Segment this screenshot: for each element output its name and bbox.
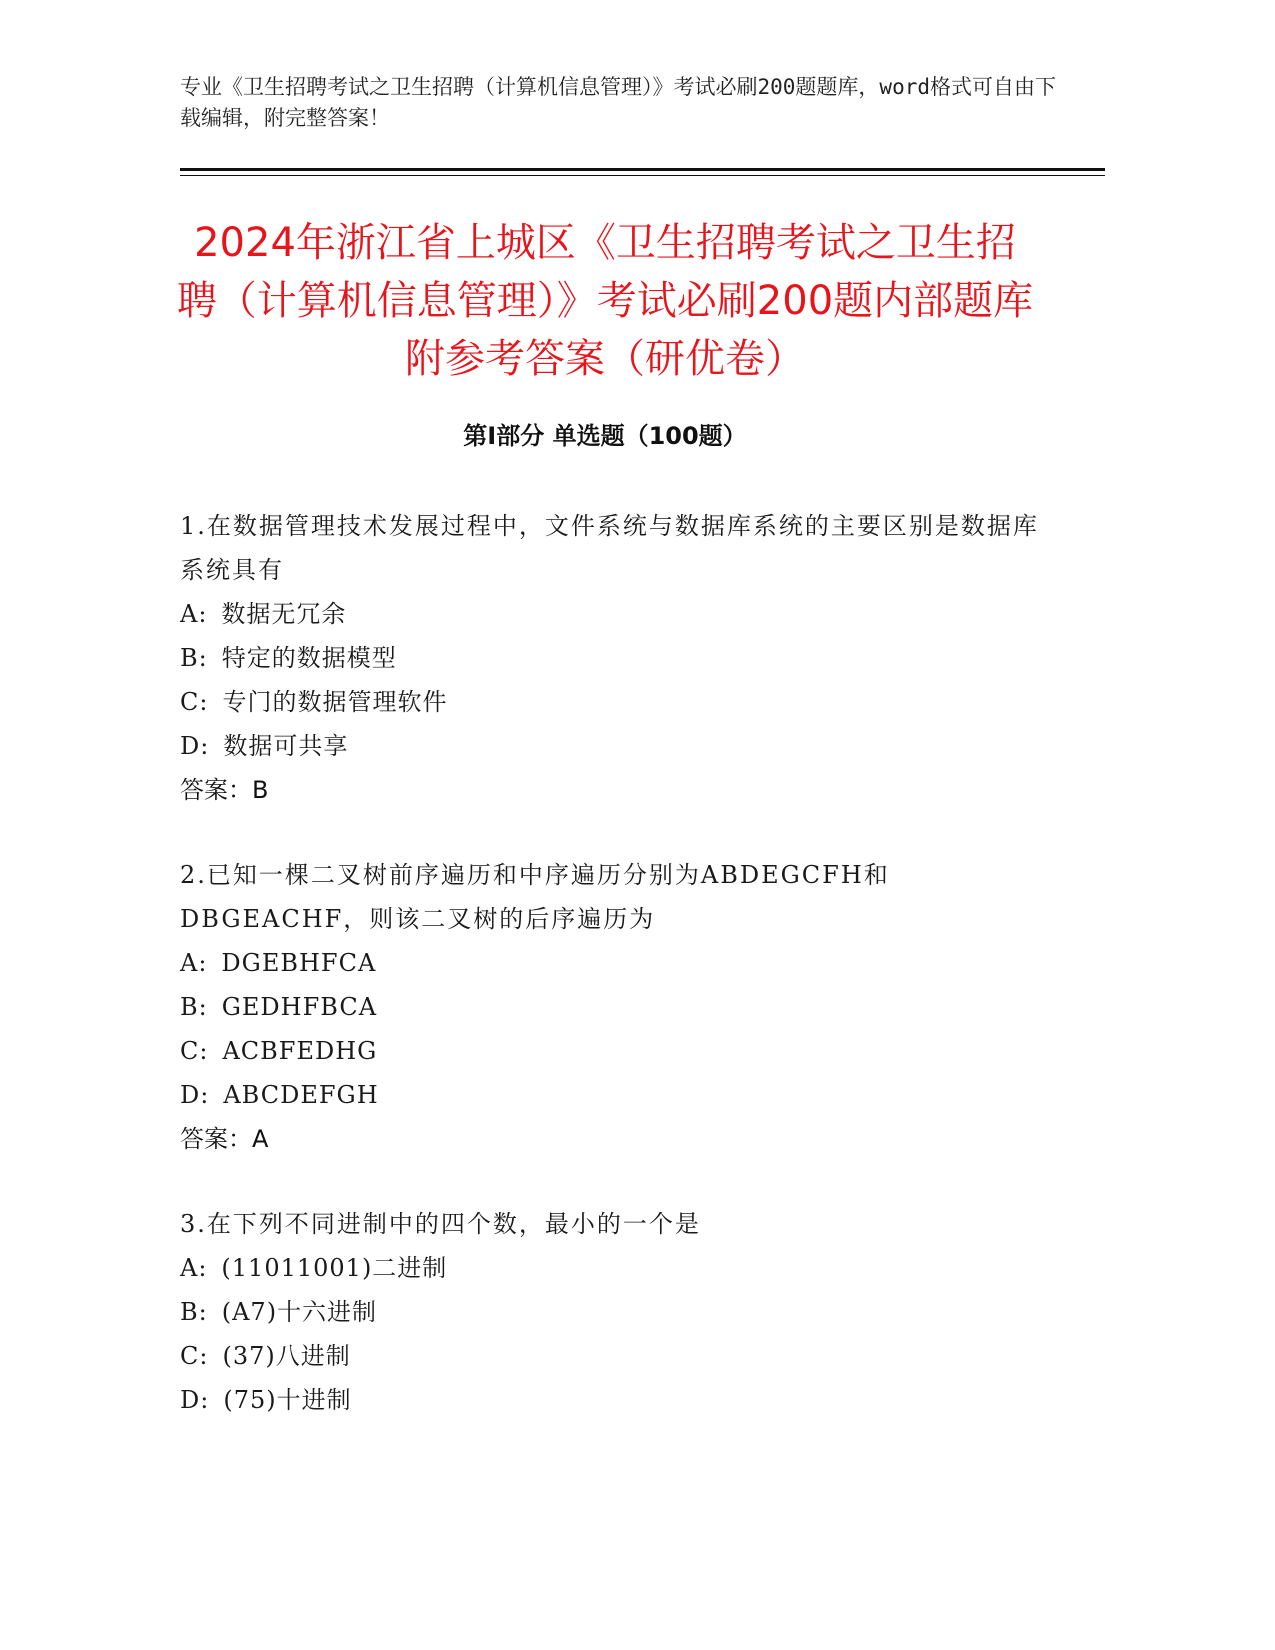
option-text: DGEBHFCA: [221, 949, 377, 977]
header-note: 专业《卫生招聘考试之卫生招聘（计算机信息管理）》考试必刷200题题库，word格式可自由下载编辑，附完整答案！: [180, 75, 1056, 130]
option-text: GEDHFBCA: [221, 993, 378, 1021]
option-key: C:: [180, 1342, 209, 1370]
document-title: 2024年浙江省上城区《卫生招聘考试之卫生招聘（计算机信息管理）》考试必刷200题内部题库附参考答案（研优卷）: [176, 220, 1034, 382]
option-text: (11011001)二进制: [221, 1254, 448, 1282]
option-key: A:: [180, 600, 208, 628]
option-text: 数据可共享: [223, 732, 349, 760]
question-2: [180, 853, 1060, 1161]
option-text: (75)十进制: [223, 1386, 352, 1414]
option-text: 数据无冗余: [221, 600, 347, 628]
header-rule-thin: [180, 175, 1105, 176]
option-d: [180, 724, 1060, 768]
answer-line: 答案：B: [180, 776, 269, 804]
option-key: C:: [180, 1037, 209, 1065]
option-key: B:: [180, 1298, 208, 1326]
option-text: (A7)十六进制: [221, 1298, 378, 1326]
option-key: C:: [180, 688, 209, 716]
option-c: [180, 680, 1060, 724]
option-text: 特定的数据模型: [221, 644, 397, 672]
question-3: [180, 1202, 1060, 1422]
option-b: [180, 985, 1060, 1029]
option-text: 专门的数据管理软件: [222, 688, 448, 716]
option-a: [180, 592, 1060, 636]
option-d: [180, 1378, 1060, 1422]
question-1: [180, 504, 1060, 812]
section-title: 第Ⅰ部分 单选题（100题）: [463, 422, 747, 450]
option-key: B:: [180, 993, 208, 1021]
option-text: ACBFEDHG: [222, 1037, 378, 1065]
option-text: (37)八进制: [222, 1342, 351, 1370]
option-key: A:: [180, 949, 208, 977]
option-b: [180, 1290, 1060, 1334]
option-key: D:: [180, 1386, 210, 1414]
question-stem: 2.已知一棵二叉树前序遍历和中序遍历分别为ABDEGCFH和DBGEACHF，则该二叉树的后序遍历为: [180, 861, 890, 933]
option-c: [180, 1029, 1060, 1073]
question-stem: 1.在数据管理技术发展过程中，文件系统与数据库系统的主要区别是数据库系统具有: [180, 512, 1039, 584]
option-d: [180, 1073, 1060, 1117]
option-key: A:: [180, 1254, 208, 1282]
option-b: [180, 636, 1060, 680]
option-a: [180, 1246, 1060, 1290]
option-text: ABCDEFGH: [223, 1081, 379, 1109]
header-rule-thick: [180, 168, 1105, 171]
question-stem: 3.在下列不同进制中的四个数，最小的一个是: [180, 1210, 701, 1238]
answer-line: 答案：A: [180, 1125, 269, 1153]
option-key: D:: [180, 1081, 210, 1109]
option-a: [180, 941, 1060, 985]
option-key: D:: [180, 732, 210, 760]
question-list: [180, 504, 1060, 1463]
option-c: [180, 1334, 1060, 1378]
option-key: B:: [180, 644, 208, 672]
